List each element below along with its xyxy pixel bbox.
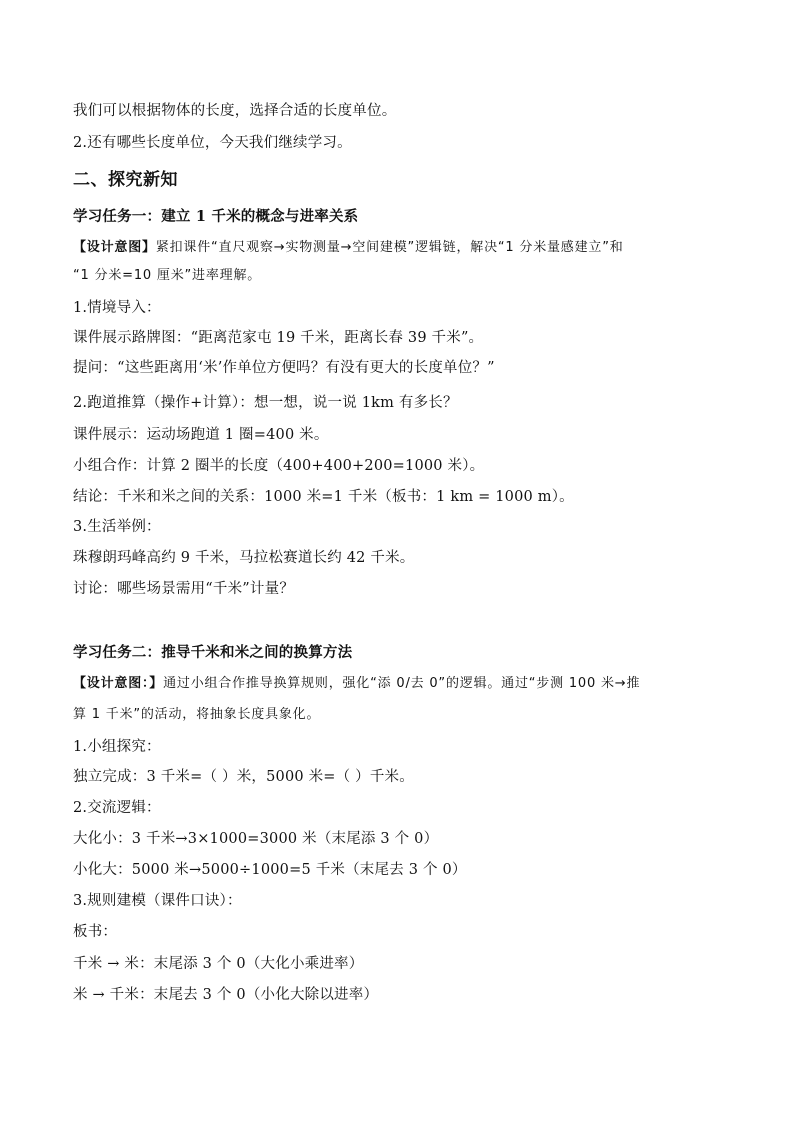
task2-item: 独立完成：3 千米=（ ）米，5000 米=（ ）千米。 — [73, 769, 414, 785]
task2-item: 板书： — [73, 924, 118, 940]
task1-design-text-1: 紧扣课件“直尺观察→实物测量→空间建模”逻辑链，解决“1 分米量感建立”和 — [155, 240, 624, 255]
task2-design-text-1: 通过小组合作推导换算规则，强化“添 0/去 0”的逻辑。通过“步测 100 米→推 — [163, 676, 641, 691]
task1-design-line-2: “1 分米=10 厘米”进率理解。 — [73, 268, 262, 283]
task2-item: 小化大：5000 米→5000÷1000=5 千米（末尾去 3 个 0） — [73, 862, 467, 878]
task2-item: 2.交流逻辑： — [73, 800, 161, 816]
task1-item: 小组合作：计算 2 圈半的长度（400+400+200=1000 米）。 — [73, 458, 485, 474]
task2-title: 学习任务二：推导千米和米之间的换算方法 — [73, 644, 353, 661]
task2-design-line-1 — [73, 674, 734, 694]
task2-item: 1.小组探究： — [73, 739, 161, 755]
task1-design-label: 【设计意图】 — [73, 240, 156, 255]
task1-design-line-1 — [73, 238, 734, 258]
task1-item: 课件展示路牌图：“距离范家屯 19 千米，距离长春 39 千米”。 — [73, 330, 484, 346]
task1-item: 3.生活举例： — [73, 519, 161, 535]
task1-item: 1.情境导入： — [73, 300, 161, 316]
task1-item: 讨论：哪些场景需用“千米”计量？ — [73, 581, 295, 597]
task2-item: 千米 → 米：末尾添 3 个 0（大化小乘进率） — [73, 956, 364, 972]
section-heading: 二、探究新知 — [73, 170, 178, 190]
task2-item: 3.规则建模（课件口诀）： — [73, 893, 242, 909]
task1-item: 2.跑道推算（操作+计算）：想一想，说一说 1km 有多长？ — [73, 395, 458, 411]
task2-design-label: 【设计意图：】 — [73, 676, 164, 691]
task1-item: 结论：千米和米之间的关系：1000 米=1 千米（板书：1 km = 1000 m）。 — [73, 489, 574, 505]
task2-design-line-2: 算 1 千米”的活动，将抽象长度具象化。 — [73, 707, 321, 722]
task1-title: 学习任务一：建立 1 千米的概念与进率关系 — [73, 208, 359, 225]
task1-item: 提问：“这些距离用‘米’作单位方便吗？有没有更大的长度单位？” — [73, 360, 495, 376]
intro-line-1: 我们可以根据物体的长度，选择合适的长度单位。 — [73, 103, 397, 119]
task2-item: 米 → 千米：末尾去 3 个 0（小化大除以进率） — [73, 987, 379, 1003]
task1-item: 课件展示：运动场跑道 1 圈=400 米。 — [73, 427, 329, 443]
task1-item: 珠穆朗玛峰高约 9 千米，马拉松赛道长约 42 千米。 — [73, 550, 415, 566]
intro-line-2: 2.还有哪些长度单位，今天我们继续学习。 — [73, 135, 352, 151]
task2-item: 大化小：3 千米→3×1000=3000 米（末尾添 3 个 0） — [73, 831, 439, 847]
